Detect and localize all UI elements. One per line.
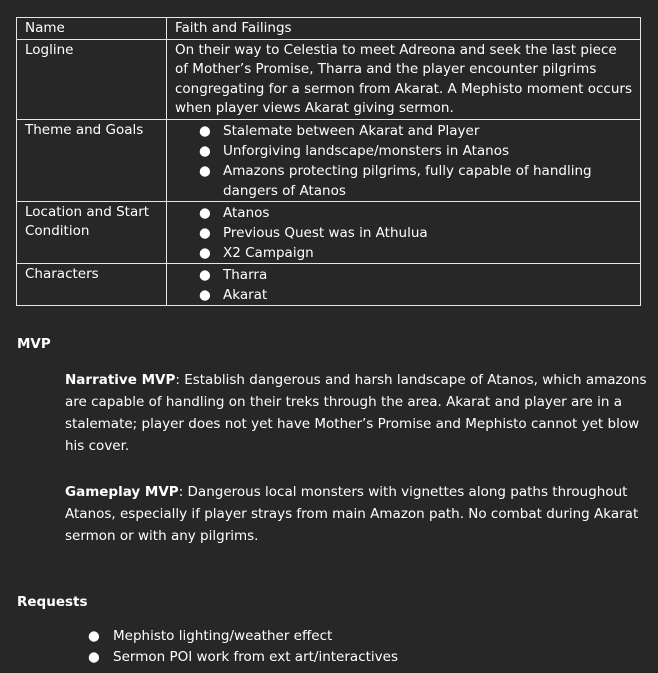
table-row-location — [17, 201, 641, 263]
narrative-mvp-text: : Establish dangerous and harsh landscape of Atanos, which amazons are capable of handling on their treks through the area. Akarat and player are in a stalemate; player does not yet have Mother’s Promise and Mephisto cannot yet blow his cover. — [65, 372, 647, 454]
mvp-heading: MVP — [17, 336, 51, 352]
quest-spec-table — [16, 17, 641, 306]
characters-list — [175, 265, 632, 305]
row-key-name: Name — [17, 18, 167, 40]
list-item: ● X2 Campaign — [199, 244, 314, 261]
row-value-location — [167, 201, 641, 263]
bullet-icon: ● — [199, 162, 211, 179]
list-item: ● Sermon POI work from ext art/interactives — [88, 647, 398, 668]
table-row-logline — [17, 39, 641, 119]
requests-heading: Requests — [17, 594, 88, 610]
table-row-characters — [17, 263, 641, 305]
bullet-icon: ● — [199, 122, 211, 139]
bullet-icon: ● — [199, 286, 211, 303]
theme-list — [175, 121, 632, 201]
list-item: ● Amazons protecting pilgrims, fully capable of handling dangers of Atanos — [199, 162, 592, 199]
list-item: ● Akarat — [199, 286, 268, 303]
list-item: ● Unforgiving landscape/monsters in Atanos — [199, 142, 510, 159]
bullet-icon: ● — [199, 142, 211, 159]
bullet-icon: ● — [88, 628, 100, 644]
row-value-characters — [167, 263, 641, 305]
gameplay-mvp-label: Gameplay MVP — [65, 484, 179, 500]
table-row-theme — [17, 119, 641, 201]
requests-list — [88, 626, 398, 668]
bullet-icon: ● — [199, 244, 211, 261]
bullet-icon: ● — [88, 649, 100, 665]
bullet-icon: ● — [199, 224, 211, 241]
row-value-logline: On their way to Celestia to meet Adreona and seek the last piece of Mother’s Promise, Tharra and the player encounter pilgrims congregating for a sermon from Akarat. A Mephisto moment occurs when player views Akarat giving sermon. — [167, 39, 641, 119]
row-key-logline: Logline — [17, 39, 167, 119]
narrative-mvp-label: Narrative MVP — [65, 372, 176, 388]
list-item: ● Atanos — [199, 204, 270, 221]
row-key-characters: Characters — [17, 263, 167, 305]
row-key-location: Location and Start Condition — [17, 201, 167, 263]
list-item: ● Stalemate between Akarat and Player — [199, 122, 480, 139]
gameplay-mvp-text: : Dangerous local monsters with vignettes along paths throughout Atanos, especially if player strays from main Amazon path. No combat during Akarat sermon or with any pilgrims. — [65, 484, 639, 544]
bullet-icon: ● — [199, 266, 211, 283]
narrative-mvp-paragraph — [65, 369, 650, 457]
row-value-name: Faith and Failings — [167, 18, 641, 40]
gameplay-mvp-paragraph — [65, 481, 650, 547]
table-row-name — [17, 18, 641, 40]
row-key-theme: Theme and Goals — [17, 119, 167, 201]
list-item: ● Previous Quest was in Athulua — [199, 224, 428, 241]
list-item: ● Mephisto lighting/weather effect — [88, 626, 398, 647]
list-item: ● Tharra — [199, 266, 268, 283]
row-value-theme — [167, 119, 641, 201]
location-list — [175, 203, 632, 263]
bullet-icon: ● — [199, 204, 211, 221]
